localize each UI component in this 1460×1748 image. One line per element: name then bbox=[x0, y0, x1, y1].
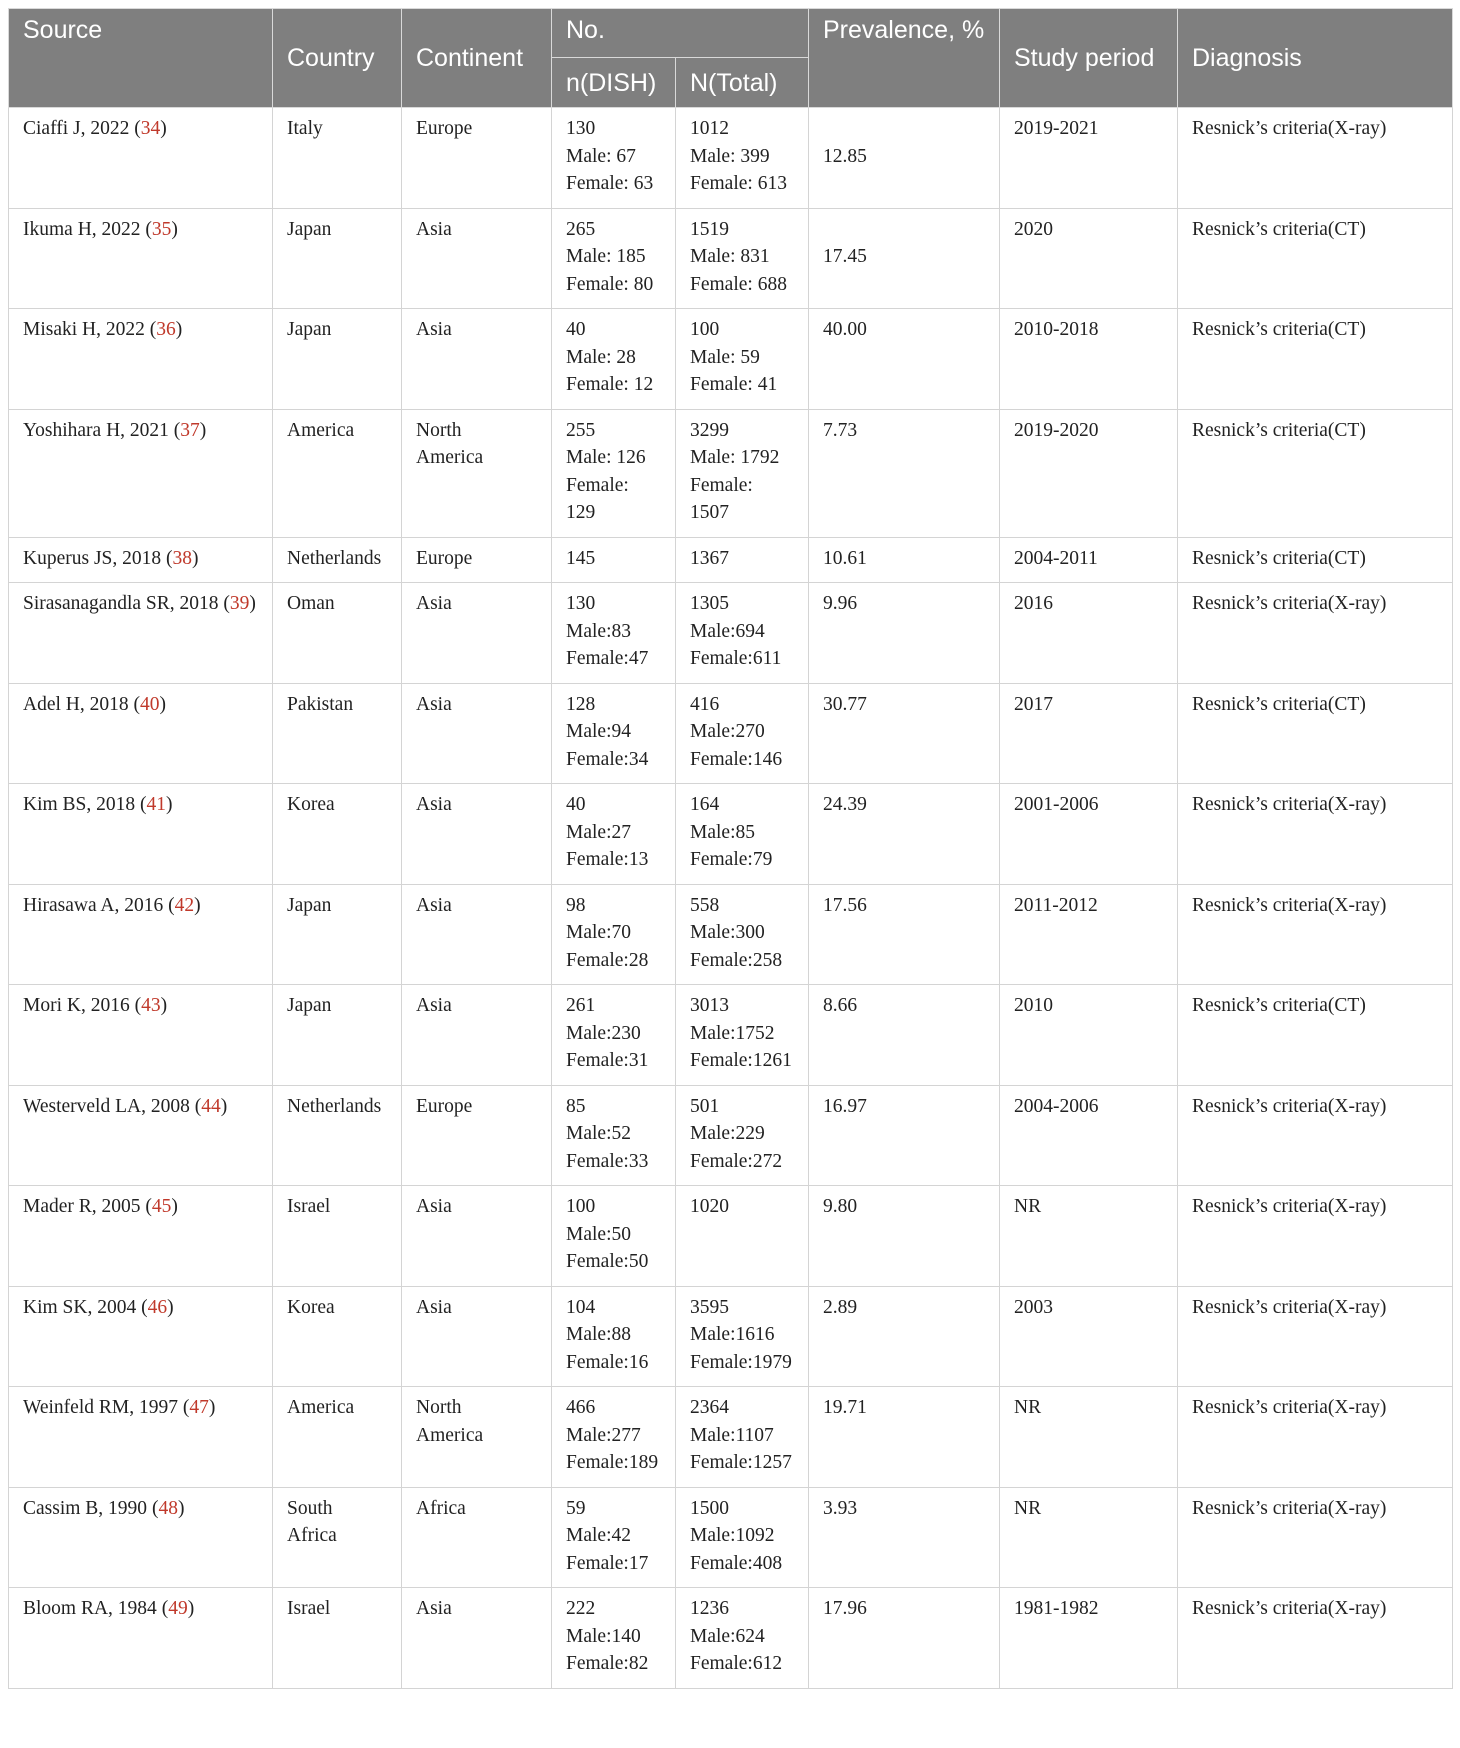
country-cell: Oman bbox=[273, 583, 402, 684]
prevalence-cell: 8.66 bbox=[809, 985, 1000, 1086]
n-dish-value: Male:277 bbox=[566, 1424, 641, 1446]
table-row bbox=[9, 683, 1453, 784]
table-container bbox=[8, 8, 1452, 1689]
n-dish-value: 40 bbox=[566, 319, 586, 340]
n-dish-value: Female:13 bbox=[566, 849, 649, 870]
header-source: Source bbox=[9, 9, 273, 108]
n-dish-value: 85 bbox=[566, 1095, 586, 1117]
n-dish-value: Female:31 bbox=[566, 1050, 649, 1071]
diagnosis-cell: Resnick’s criteria(CT) bbox=[1178, 537, 1453, 583]
diagnosis-cell: Resnick’s criteria(CT) bbox=[1178, 208, 1453, 309]
n-dish-value: 130 bbox=[566, 118, 596, 139]
study-period-cell: 2010 bbox=[1000, 985, 1178, 1086]
diagnosis-cell: Resnick’s criteria(X-ray) bbox=[1178, 1588, 1453, 1689]
n-total-value: Male: 59 bbox=[690, 346, 760, 368]
reference-link[interactable]: 49 bbox=[168, 1598, 188, 1619]
country-cell: America bbox=[273, 409, 402, 537]
n-total-value: 501 bbox=[690, 1095, 720, 1117]
n-total-cell bbox=[676, 1387, 809, 1488]
n-total-cell bbox=[676, 985, 809, 1086]
diagnosis-cell: Resnick’s criteria(X-ray) bbox=[1178, 108, 1453, 209]
diagnosis-cell: Resnick’s criteria(CT) bbox=[1178, 409, 1453, 537]
table-row bbox=[9, 108, 1453, 209]
source-cell: Hirasawa A, 2016 (42) bbox=[9, 884, 273, 985]
n-dish-cell bbox=[552, 1286, 676, 1387]
prevalence-cell: 10.61 bbox=[809, 537, 1000, 583]
n-dish-value: 255 bbox=[566, 419, 596, 441]
n-dish-value: 261 bbox=[566, 995, 596, 1016]
continent-cell: Asia bbox=[402, 1286, 552, 1387]
source-cell: Kim SK, 2004 (46) bbox=[9, 1286, 273, 1387]
diagnosis-cell: Resnick’s criteria(CT) bbox=[1178, 985, 1453, 1086]
header-n-total: N(Total) bbox=[676, 58, 809, 108]
n-dish-value: Male: 28 bbox=[566, 346, 636, 368]
reference-link[interactable]: 42 bbox=[174, 894, 195, 916]
source-cell: Weinfeld RM, 1997 (47) bbox=[9, 1387, 273, 1488]
continent-cell: Asia bbox=[402, 784, 552, 885]
n-total-cell bbox=[676, 208, 809, 309]
source-author: Kim SK, 2004 bbox=[23, 1296, 137, 1318]
n-dish-cell bbox=[552, 884, 676, 985]
continent-cell: Asia bbox=[402, 583, 552, 684]
source-author: Yoshihara H, 2021 bbox=[23, 419, 169, 441]
table-body bbox=[9, 108, 1453, 1689]
source-author: Ciaffi J, 2022 bbox=[23, 118, 130, 139]
n-total-cell bbox=[676, 309, 809, 410]
diagnosis-cell: Resnick’s criteria(CT) bbox=[1178, 683, 1453, 784]
prevalence-cell: 16.97 bbox=[809, 1085, 1000, 1186]
n-dish-value: Female: bbox=[566, 474, 629, 496]
n-dish-cell bbox=[552, 683, 676, 784]
n-dish-value: Male:83 bbox=[566, 620, 631, 642]
n-total-value: Female: 613 bbox=[690, 173, 787, 194]
continent-cell: Asia bbox=[402, 683, 552, 784]
diagnosis-cell: Resnick’s criteria(X-ray) bbox=[1178, 1085, 1453, 1186]
study-period-cell: 2020 bbox=[1000, 208, 1178, 309]
n-dish-value: Male:52 bbox=[566, 1123, 631, 1144]
prevalence-cell: 3.93 bbox=[809, 1487, 1000, 1588]
source-cell: Ikuma H, 2022 (35) bbox=[9, 208, 273, 309]
n-total-value: Male:270 bbox=[690, 721, 765, 742]
n-total-cell bbox=[676, 884, 809, 985]
continent-cell: Asia bbox=[402, 1588, 552, 1689]
n-total-value: Male:694 bbox=[690, 620, 765, 642]
n-dish-cell bbox=[552, 1588, 676, 1689]
study-period-cell: NR bbox=[1000, 1186, 1178, 1287]
n-dish-value: Female: 63 bbox=[566, 173, 654, 194]
n-dish-value: Female:47 bbox=[566, 648, 649, 669]
n-dish-value: 40 bbox=[566, 794, 586, 815]
n-dish-cell bbox=[552, 309, 676, 410]
source-author: Sirasanagandla SR, 2018 bbox=[23, 593, 219, 614]
continent-cell: Asia bbox=[402, 1186, 552, 1287]
study-period-cell: 2019-2021 bbox=[1000, 108, 1178, 209]
n-total-cell bbox=[676, 1487, 809, 1588]
table-row bbox=[9, 1588, 1453, 1689]
n-total-cell bbox=[676, 1186, 809, 1287]
reference-link[interactable]: 45 bbox=[151, 1196, 172, 1217]
n-total-value: Female: 688 bbox=[690, 273, 787, 295]
n-total-value: Female:611 bbox=[690, 648, 782, 669]
country-cell: Japan bbox=[273, 208, 402, 309]
n-total-value: 164 bbox=[690, 794, 720, 815]
continent-cell: Europe bbox=[402, 1085, 552, 1186]
n-dish-value: 265 bbox=[566, 218, 596, 240]
n-dish-cell bbox=[552, 1387, 676, 1488]
study-period-cell: 2003 bbox=[1000, 1286, 1178, 1387]
study-period-cell: 2010-2018 bbox=[1000, 309, 1178, 410]
diagnosis-cell: Resnick’s criteria(X-ray) bbox=[1178, 583, 1453, 684]
prevalence-cell: 17.45 bbox=[809, 208, 1000, 309]
n-total-value: Male:1092 bbox=[690, 1525, 775, 1546]
n-dish-cell bbox=[552, 409, 676, 537]
reference-link[interactable]: 34 bbox=[140, 118, 161, 139]
prevalence-cell: 9.80 bbox=[809, 1186, 1000, 1287]
country-cell: Israel bbox=[273, 1588, 402, 1689]
n-dish-value: Female:34 bbox=[566, 748, 649, 770]
source-author: Cassim B, 1990 bbox=[23, 1497, 148, 1519]
n-dish-cell bbox=[552, 1085, 676, 1186]
reference-link[interactable]: 39 bbox=[229, 593, 250, 614]
country-cell: Netherlands bbox=[273, 537, 402, 583]
prevalence-cell: 19.71 bbox=[809, 1387, 1000, 1488]
n-dish-value: Female:82 bbox=[566, 1653, 649, 1674]
n-total-value: Male:300 bbox=[690, 922, 765, 943]
n-total-value: Female:612 bbox=[690, 1653, 783, 1674]
n-total-value: 3299 bbox=[690, 419, 729, 441]
country-cell: Japan bbox=[273, 884, 402, 985]
continent-cell: Africa bbox=[402, 1487, 552, 1588]
reference-link[interactable]: 35 bbox=[151, 218, 172, 240]
n-total-value: Male:1107 bbox=[690, 1424, 774, 1446]
header-study-period: Study period bbox=[1000, 9, 1178, 108]
n-dish-value: Male: 126 bbox=[566, 447, 646, 468]
continent-cell: Asia bbox=[402, 985, 552, 1086]
n-dish-cell bbox=[552, 583, 676, 684]
source-author: Adel H, 2018 bbox=[23, 693, 129, 715]
prevalence-cell: 17.56 bbox=[809, 884, 1000, 985]
country-cell: Netherlands bbox=[273, 1085, 402, 1186]
n-dish-value: Female:16 bbox=[566, 1351, 649, 1373]
n-dish-cell bbox=[552, 208, 676, 309]
n-dish-value: Female:33 bbox=[566, 1150, 649, 1172]
table-row bbox=[9, 583, 1453, 684]
source-cell: Mori K, 2016 (43) bbox=[9, 985, 273, 1086]
n-total-value: 1519 bbox=[690, 218, 729, 240]
n-total-value: Female: 41 bbox=[690, 374, 778, 395]
study-period-cell: NR bbox=[1000, 1387, 1178, 1488]
source-cell: Westerveld LA, 2008 (44) bbox=[9, 1085, 273, 1186]
n-total-value: Female:1979 bbox=[690, 1351, 792, 1373]
diagnosis-cell: Resnick’s criteria(X-ray) bbox=[1178, 884, 1453, 985]
n-dish-value: Male:230 bbox=[566, 1022, 641, 1044]
header-no: No. bbox=[552, 9, 809, 58]
continent-cell: Asia bbox=[402, 208, 552, 309]
n-dish-value: Male: 67 bbox=[566, 145, 636, 167]
continent-cell: Asia bbox=[402, 309, 552, 410]
dish-prevalence-table bbox=[8, 8, 1453, 1689]
prevalence-cell: 12.85 bbox=[809, 108, 1000, 209]
n-dish-value: Male:88 bbox=[566, 1324, 631, 1345]
reference-link[interactable]: 38 bbox=[172, 547, 193, 569]
country-cell: Pakistan bbox=[273, 683, 402, 784]
country-cell: Italy bbox=[273, 108, 402, 209]
n-total-cell bbox=[676, 1588, 809, 1689]
diagnosis-cell: Resnick’s criteria(X-ray) bbox=[1178, 1186, 1453, 1287]
n-total-value: Female:272 bbox=[690, 1150, 783, 1172]
n-dish-value: Male:42 bbox=[566, 1525, 631, 1546]
prevalence-cell: 17.96 bbox=[809, 1588, 1000, 1689]
reference-link[interactable]: 44 bbox=[201, 1095, 221, 1117]
source-cell: Sirasanagandla SR, 2018 (39) bbox=[9, 583, 273, 684]
country-cell: Japan bbox=[273, 985, 402, 1086]
n-dish-value: 59 bbox=[566, 1497, 586, 1519]
diagnosis-cell: Resnick’s criteria(X-ray) bbox=[1178, 1387, 1453, 1488]
source-cell: Cassim B, 1990 (48) bbox=[9, 1487, 273, 1588]
n-dish-value: 466 bbox=[566, 1397, 596, 1418]
n-total-value: Female:408 bbox=[690, 1552, 783, 1574]
n-total-cell bbox=[676, 1085, 809, 1186]
source-author: Mori K, 2016 bbox=[23, 995, 130, 1016]
n-total-value: Male: 831 bbox=[690, 246, 770, 267]
source-cell: Yoshihara H, 2021 (37) bbox=[9, 409, 273, 537]
source-cell: Kuperus JS, 2018 (38) bbox=[9, 537, 273, 583]
n-dish-cell bbox=[552, 1487, 676, 1588]
header-prevalence: Prevalence, % bbox=[809, 9, 1000, 108]
n-dish-value: 100 bbox=[566, 1196, 596, 1217]
n-total-value: Male:229 bbox=[690, 1123, 765, 1144]
n-dish-cell bbox=[552, 108, 676, 209]
n-dish-value: 222 bbox=[566, 1598, 596, 1619]
n-total-value: Male:85 bbox=[690, 821, 755, 843]
n-dish-value: 129 bbox=[566, 502, 596, 523]
source-cell: Mader R, 2005 (45) bbox=[9, 1186, 273, 1287]
reference-link[interactable]: 36 bbox=[156, 319, 176, 340]
table-header bbox=[9, 9, 1453, 108]
n-total-cell bbox=[676, 683, 809, 784]
source-author: Misaki H, 2022 bbox=[23, 319, 145, 340]
prevalence-cell: 7.73 bbox=[809, 409, 1000, 537]
prevalence-cell: 30.77 bbox=[809, 683, 1000, 784]
source-cell: Kim BS, 2018 (41) bbox=[9, 784, 273, 885]
study-period-cell: 2019-2020 bbox=[1000, 409, 1178, 537]
n-dish-value: Female:50 bbox=[566, 1251, 649, 1272]
country-cell: Korea bbox=[273, 1286, 402, 1387]
n-dish-value: Male: 185 bbox=[566, 246, 646, 267]
source-author: Weinfeld RM, 1997 bbox=[23, 1397, 178, 1418]
header-diagnosis: Diagnosis bbox=[1178, 9, 1453, 108]
n-dish-cell bbox=[552, 537, 676, 583]
continent-cell: North America bbox=[402, 1387, 552, 1488]
study-period-cell: 2004-2006 bbox=[1000, 1085, 1178, 1186]
reference-link[interactable]: 43 bbox=[141, 995, 161, 1016]
n-total-value: Male:1616 bbox=[690, 1324, 775, 1345]
study-period-cell: 2004-2011 bbox=[1000, 537, 1178, 583]
n-dish-value: 130 bbox=[566, 593, 596, 614]
reference-link[interactable]: 37 bbox=[180, 419, 200, 441]
n-total-value: Female:1261 bbox=[690, 1050, 792, 1071]
table-row bbox=[9, 1085, 1453, 1186]
continent-cell: North America bbox=[402, 409, 552, 537]
source-author: Hirasawa A, 2016 bbox=[23, 894, 164, 916]
n-dish-value: Male:27 bbox=[566, 821, 631, 843]
prevalence-cell: 2.89 bbox=[809, 1286, 1000, 1387]
n-total-value: Female:146 bbox=[690, 748, 783, 770]
n-total-value: 100 bbox=[690, 319, 720, 340]
n-total-value: 416 bbox=[690, 693, 720, 715]
header-n-dish: n(DISH) bbox=[552, 58, 676, 108]
n-total-cell bbox=[676, 784, 809, 885]
country-cell: Israel bbox=[273, 1186, 402, 1287]
table-row bbox=[9, 1286, 1453, 1387]
n-total-value: 1500 bbox=[690, 1497, 729, 1519]
n-dish-cell bbox=[552, 985, 676, 1086]
table-row bbox=[9, 985, 1453, 1086]
continent-cell: Europe bbox=[402, 108, 552, 209]
n-total-cell bbox=[676, 583, 809, 684]
study-period-cell: 2016 bbox=[1000, 583, 1178, 684]
table-row bbox=[9, 1487, 1453, 1588]
n-total-value: 3595 bbox=[690, 1296, 729, 1318]
n-dish-value: Female: 12 bbox=[566, 374, 654, 395]
n-total-value: 1012 bbox=[690, 118, 729, 139]
study-period-cell: 1981-1982 bbox=[1000, 1588, 1178, 1689]
diagnosis-cell: Resnick’s criteria(X-ray) bbox=[1178, 1487, 1453, 1588]
source-cell: Misaki H, 2022 (36) bbox=[9, 309, 273, 410]
n-dish-value: Female:189 bbox=[566, 1452, 659, 1473]
prevalence-cell: 9.96 bbox=[809, 583, 1000, 684]
n-total-value: Male: 1792 bbox=[690, 447, 780, 468]
source-author: Westerveld LA, 2008 bbox=[23, 1095, 190, 1117]
table-row bbox=[9, 1387, 1453, 1488]
n-total-value: Female:258 bbox=[690, 949, 783, 971]
n-dish-cell bbox=[552, 784, 676, 885]
prevalence-cell: 24.39 bbox=[809, 784, 1000, 885]
country-cell: Korea bbox=[273, 784, 402, 885]
n-dish-value: 98 bbox=[566, 894, 586, 916]
n-total-value: Female:79 bbox=[690, 849, 773, 870]
table-row bbox=[9, 309, 1453, 410]
reference-link[interactable]: 40 bbox=[140, 693, 160, 715]
reference-link[interactable]: 48 bbox=[158, 1497, 178, 1519]
n-total-cell bbox=[676, 409, 809, 537]
table-row bbox=[9, 208, 1453, 309]
n-dish-value: Male:94 bbox=[566, 721, 631, 742]
country-cell: America bbox=[273, 1387, 402, 1488]
study-period-cell: NR bbox=[1000, 1487, 1178, 1588]
table-row bbox=[9, 884, 1453, 985]
n-total-value: 3013 bbox=[690, 995, 729, 1016]
n-total-value: 1305 bbox=[690, 593, 729, 614]
n-dish-value: Female:17 bbox=[566, 1552, 649, 1574]
diagnosis-cell: Resnick’s criteria(X-ray) bbox=[1178, 1286, 1453, 1387]
n-total-value: Female:1257 bbox=[690, 1452, 792, 1473]
continent-cell: Europe bbox=[402, 537, 552, 583]
n-dish-value: Male:140 bbox=[566, 1625, 641, 1647]
table-row bbox=[9, 409, 1453, 537]
source-author: Mader R, 2005 bbox=[23, 1196, 141, 1217]
diagnosis-cell: Resnick’s criteria(X-ray) bbox=[1178, 784, 1453, 885]
source-author: Bloom RA, 1984 bbox=[23, 1598, 157, 1619]
n-total-value: 1367 bbox=[690, 547, 729, 569]
n-total-value: 558 bbox=[690, 894, 720, 916]
n-dish-value: 128 bbox=[566, 693, 596, 715]
country-cell: Japan bbox=[273, 309, 402, 410]
study-period-cell: 2017 bbox=[1000, 683, 1178, 784]
n-total-value: 1020 bbox=[690, 1196, 729, 1217]
table-row bbox=[9, 537, 1453, 583]
reference-link[interactable]: 41 bbox=[146, 794, 167, 815]
table-row bbox=[9, 784, 1453, 885]
reference-link[interactable]: 46 bbox=[147, 1296, 168, 1318]
n-dish-value: 145 bbox=[566, 547, 596, 569]
study-period-cell: 2001-2006 bbox=[1000, 784, 1178, 885]
reference-link[interactable]: 47 bbox=[189, 1397, 209, 1418]
n-dish-cell bbox=[552, 1186, 676, 1287]
header-continent: Continent bbox=[402, 9, 552, 108]
n-total-value: 1507 bbox=[690, 502, 729, 523]
source-author: Kim BS, 2018 bbox=[23, 794, 136, 815]
source-author: Ikuma H, 2022 bbox=[23, 218, 141, 240]
country-cell: South Africa bbox=[273, 1487, 402, 1588]
source-author: Kuperus JS, 2018 bbox=[23, 547, 162, 569]
study-period-cell: 2011-2012 bbox=[1000, 884, 1178, 985]
source-cell: Ciaffi J, 2022 (34) bbox=[9, 108, 273, 209]
n-total-value: Male: 399 bbox=[690, 145, 770, 167]
diagnosis-cell: Resnick’s criteria(CT) bbox=[1178, 309, 1453, 410]
n-total-value: 1236 bbox=[690, 1598, 729, 1619]
n-total-cell bbox=[676, 537, 809, 583]
continent-cell: Asia bbox=[402, 884, 552, 985]
n-dish-value: Male:70 bbox=[566, 922, 631, 943]
source-cell: Bloom RA, 1984 (49) bbox=[9, 1588, 273, 1689]
n-total-cell bbox=[676, 108, 809, 209]
n-dish-value: 104 bbox=[566, 1296, 596, 1318]
source-cell: Adel H, 2018 (40) bbox=[9, 683, 273, 784]
n-dish-value: Female: 80 bbox=[566, 273, 654, 295]
table-row bbox=[9, 1186, 1453, 1287]
prevalence-cell: 40.00 bbox=[809, 309, 1000, 410]
n-total-value: Female: bbox=[690, 474, 753, 496]
header-country: Country bbox=[273, 9, 402, 108]
n-total-value: Male:624 bbox=[690, 1625, 765, 1647]
n-total-value: Male:1752 bbox=[690, 1022, 775, 1044]
n-total-cell bbox=[676, 1286, 809, 1387]
n-dish-value: Male:50 bbox=[566, 1223, 631, 1245]
n-dish-value: Female:28 bbox=[566, 949, 649, 971]
n-total-value: 2364 bbox=[690, 1397, 729, 1418]
